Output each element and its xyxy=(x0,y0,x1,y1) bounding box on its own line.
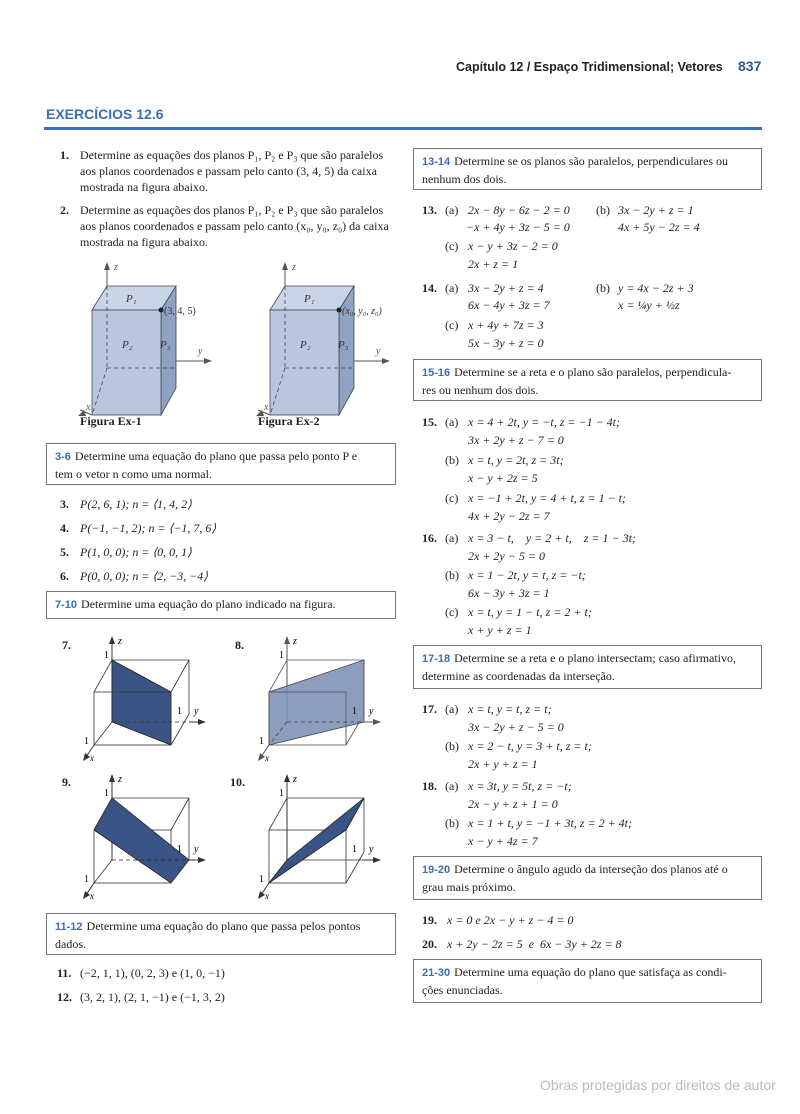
cube-edge xyxy=(171,798,189,830)
exercise-number: 6. xyxy=(60,569,69,583)
figure-8-cube xyxy=(255,632,385,762)
shaded-plane xyxy=(269,660,364,745)
one-label-z: 1 xyxy=(279,788,284,799)
instruction-text: Determine se os planos são paralelos, perpendiculares ou xyxy=(454,154,729,168)
y-arrow-icon xyxy=(198,719,206,725)
equation: x = 1 + t, y = −1 + 3t, z = 2 + 4t; xyxy=(468,816,633,830)
part-label: (c) xyxy=(445,239,459,253)
x-label: x xyxy=(90,753,94,762)
one-label-z: 1 xyxy=(279,650,284,661)
z-arrow-icon xyxy=(284,774,290,782)
corner-point xyxy=(337,308,342,313)
cube-edge xyxy=(346,852,364,883)
exercise-number: 18. xyxy=(422,779,437,793)
y-label: y xyxy=(369,844,374,855)
equation: x + 4y + 7z = 3 xyxy=(468,318,544,332)
part-label: (a) xyxy=(445,779,459,793)
shaded-plane xyxy=(112,660,171,745)
one-label-z: 1 xyxy=(104,788,109,799)
cube-edge xyxy=(94,722,112,745)
instruction-text: determine as coordenadas da interseção. xyxy=(422,669,615,683)
exercise-number: 5. xyxy=(60,545,69,559)
p3-label: P₃ xyxy=(338,339,349,351)
instruction-box-19-20 xyxy=(413,856,762,900)
z-label: z xyxy=(118,636,122,647)
z-label: z xyxy=(293,636,297,647)
equation: 2x − 8y − 6z − 2 = 0 xyxy=(468,203,570,217)
instruction-box-13-14 xyxy=(413,148,762,190)
part-label: (b) xyxy=(445,568,459,582)
shaded-plane xyxy=(94,798,189,883)
p3-label: P₃ xyxy=(160,339,171,351)
figure-caption-ex1: Figura Ex-1 xyxy=(80,414,142,428)
z-label: z xyxy=(293,774,297,785)
equation: 2x + y + z = 1 xyxy=(468,757,538,771)
p1-label: P₁ xyxy=(126,293,137,305)
y-arrow-icon xyxy=(373,857,381,863)
exercise-19-text: x = 0 e 2x − y + z − 4 = 0 xyxy=(447,913,574,927)
instruction-text: Determine uma equação do plano que satisfaça as condi- xyxy=(454,965,727,979)
one-label-x: 1 xyxy=(84,736,89,747)
equation: 3x + 2y + z − 7 = 0 xyxy=(468,433,564,447)
y-arrow-icon xyxy=(198,857,206,863)
cube-edge xyxy=(171,660,189,692)
equation: x = 3t, y = 5t, z = −t; xyxy=(468,779,572,793)
range-label: 17-18 xyxy=(422,653,451,665)
one-label-x: 1 xyxy=(259,874,264,885)
z-arrow-icon xyxy=(109,636,115,644)
equation: x = t, y = 2t, z = 3t; xyxy=(468,453,564,467)
p2-label: P₂ xyxy=(122,339,133,351)
front-face-p2 xyxy=(92,310,161,415)
exercise-number: 17. xyxy=(422,702,437,716)
exercise-number: 15. xyxy=(422,415,437,429)
x-label: x xyxy=(265,753,269,762)
figure-number: 10. xyxy=(230,775,245,789)
instruction-text: Determine uma equação do plano indicado na figura. xyxy=(81,597,336,611)
instruction-text: grau mais próximo. xyxy=(422,880,516,894)
equation: 2x + z = 1 xyxy=(468,257,519,271)
corner-label: (3, 4, 5) xyxy=(164,306,196,317)
corner-label: (x₀, y₀, z₀) xyxy=(342,306,382,317)
exercise-number: 20. xyxy=(422,937,437,951)
equation: x = 1 − 2t, y = t, z = −t; xyxy=(468,568,586,582)
instruction-text: tem o vetor n como uma normal. xyxy=(55,467,212,481)
exercise-number: 14. xyxy=(422,281,437,295)
exercise-12-text: (3, 2, 1), (2, 1, −1) e (−1, 3, 2) xyxy=(80,990,225,1004)
exercise-number: 4. xyxy=(60,521,69,535)
instruction-text: res ou nenhum dos dois. xyxy=(422,383,539,397)
instruction-text: ções enunciadas. xyxy=(422,983,503,997)
equation: x − y + 3z − 2 = 0 xyxy=(468,239,558,253)
exercise-number: 16. xyxy=(422,531,437,545)
range-label: 11-12 xyxy=(55,921,83,933)
y-arrow-icon xyxy=(382,358,390,364)
instruction-text: Determine uma equação do plano que passa pelo ponto P e xyxy=(74,449,358,463)
one-label-x: 1 xyxy=(259,736,264,747)
instruction-text: Determine uma equação do plano que passa pelos pontos xyxy=(86,919,361,933)
equation: x = 2 − t, y = 3 + t, z = t; xyxy=(468,739,592,753)
instruction-text: Determine se a reta e o plano intersectam; caso afirmativo, xyxy=(454,651,737,665)
equation: 4x + 2y − 2z = 7 xyxy=(468,509,550,523)
y-label: y xyxy=(198,346,203,357)
figure-ex1 xyxy=(70,258,240,418)
z-label: z xyxy=(292,262,296,273)
exercise-text: aos planos coordenados e passam pelo canto (3, 4, 5) da caixa xyxy=(80,164,377,178)
y-label: y xyxy=(376,346,381,357)
p2-label: P₂ xyxy=(300,339,311,351)
chapter-title: Capítulo 12 / Espaço Tridimensional; Vetores xyxy=(456,60,723,74)
instruction-text: Determine se a reta e o plano são paralelos, perpendicula- xyxy=(454,365,732,379)
part-label: (b) xyxy=(445,816,459,830)
range-label: 7-10 xyxy=(55,599,78,611)
shaded-plane xyxy=(269,798,364,883)
z-arrow-icon xyxy=(282,262,288,270)
cube-edge xyxy=(171,714,189,745)
part-label: (c) xyxy=(445,318,459,332)
part-label: (c) xyxy=(445,605,459,619)
y-label: y xyxy=(194,844,199,855)
one-label-z: 1 xyxy=(104,650,109,661)
equation: x − y + 2z = 5 xyxy=(468,471,538,485)
equation: 2x + 2y − 5 = 0 xyxy=(468,549,545,563)
copyright-watermark: Obras protegidas por direitos de autor xyxy=(540,1077,776,1093)
z-arrow-icon xyxy=(104,262,110,270)
z-label: z xyxy=(114,262,118,273)
figure-caption-ex2: Figura Ex-2 xyxy=(258,414,320,428)
equation: x = t, y = t, z = t; xyxy=(468,702,552,716)
y-label: y xyxy=(194,706,199,717)
y-arrow-icon xyxy=(373,719,381,725)
figure-9-cube xyxy=(80,770,210,900)
exercise-text: Determine as equações dos planos P₁, P₂ e P₃ que são paralelos xyxy=(80,148,384,162)
z-arrow-icon xyxy=(284,636,290,644)
range-label: 21-30 xyxy=(422,967,451,979)
figure-number: 7. xyxy=(62,638,71,652)
exercise-4-text: P(−1, −1, 2); n = ⟨−1, 7, 6⟩ xyxy=(80,521,217,535)
exercise-text: mostrada na figura abaixo. xyxy=(80,235,208,249)
equation: x = t, y = 1 − t, z = 2 + t; xyxy=(468,605,592,619)
one-label-y: 1 xyxy=(177,706,182,717)
figure-7-cube xyxy=(80,632,210,762)
instruction-box-7-10 xyxy=(46,591,396,619)
exercise-text: aos planos coordenados e passam pelo canto (x₀, y₀, z₀) da caixa xyxy=(80,219,389,233)
figure-10-cube xyxy=(255,770,385,900)
equation: x − y + 4z = 7 xyxy=(468,834,538,848)
z-arrow-icon xyxy=(109,774,115,782)
x-arrow-icon xyxy=(258,753,265,761)
figure-ex2 xyxy=(248,258,418,418)
one-label-y: 1 xyxy=(352,844,357,855)
page-number: 837 xyxy=(738,58,762,74)
instruction-box-17-18 xyxy=(413,645,762,689)
equation: x + y + z = 1 xyxy=(468,623,532,637)
cube-edge xyxy=(94,860,112,883)
equation: −x + 4y + 3z − 5 = 0 xyxy=(466,220,570,234)
equation: x = −1 + 2t, y = 4 + t, z = 1 − t; xyxy=(468,491,627,505)
instruction-text: Determine o ângulo agudo da interseção dos planos até o xyxy=(454,862,728,876)
x-label: x xyxy=(264,402,269,413)
x-label: x xyxy=(90,891,94,900)
equation: 4x + 5y − 2z = 4 xyxy=(618,220,700,234)
equation: x = 3 − t, y = 2 + t, z = 1 − 3t; xyxy=(468,531,636,545)
equation: y = 4x − 2z + 3 xyxy=(618,281,694,295)
z-label: z xyxy=(118,774,122,785)
exercise-5-text: P(1, 0, 0); n = ⟨0, 0, 1⟩ xyxy=(80,545,192,559)
equation: 5x − 3y + z = 0 xyxy=(468,336,544,350)
instruction-box-11-12 xyxy=(46,913,396,955)
range-label: 19-20 xyxy=(422,864,451,876)
part-label: (b) xyxy=(445,453,459,467)
part-label: (b) xyxy=(445,739,459,753)
exercise-text: Determine as equações dos planos P₁, P₂ e P₃ que são paralelos xyxy=(80,203,384,217)
instruction-box-21-30 xyxy=(413,959,762,1003)
figure-number: 9. xyxy=(62,775,71,789)
section-rule xyxy=(44,127,762,130)
figure-number: 8. xyxy=(235,638,244,652)
exercise-number: 1. xyxy=(60,148,69,162)
one-label-y: 1 xyxy=(177,844,182,855)
part-label: (a) xyxy=(445,281,459,295)
exercise-3-text: P(2, 6, 1); n = ⟨1, 4, 2⟩ xyxy=(80,497,192,511)
front-face-p2 xyxy=(270,310,339,415)
y-arrow-icon xyxy=(204,358,212,364)
instruction-box-15-16 xyxy=(413,359,762,401)
equation: 3x − 2y + z = 4 xyxy=(468,281,544,295)
exercise-number: 11. xyxy=(57,966,72,980)
part-label: (a) xyxy=(445,203,459,217)
instruction-text: dados. xyxy=(55,937,86,951)
instruction-text: nenhum dos dois. xyxy=(422,172,507,186)
equation: x = ¼y + ½z xyxy=(618,298,680,312)
part-label: (b) xyxy=(596,281,610,295)
part-label: (a) xyxy=(445,702,459,716)
exercise-number: 12. xyxy=(57,990,72,1004)
one-label-y: 1 xyxy=(352,706,357,717)
y-label: y xyxy=(369,706,374,717)
p1-label: P₁ xyxy=(304,293,315,305)
equation: 6x − 3y + 3z = 1 xyxy=(468,586,550,600)
exercise-text: mostrada na figura abaixo. xyxy=(80,180,208,194)
equation: x = 4 + 2t, y = −t, z = −1 − 4t; xyxy=(468,415,621,429)
x-arrow-icon xyxy=(83,753,90,761)
instruction-box-3-6 xyxy=(46,443,396,485)
range-label: 15-16 xyxy=(422,367,451,379)
part-label: (a) xyxy=(445,415,459,429)
part-label: (a) xyxy=(445,531,459,545)
x-label: x xyxy=(86,402,91,413)
range-label: 3-6 xyxy=(55,451,71,463)
exercise-number: 19. xyxy=(422,913,437,927)
equation: 2x − y + z + 1 = 0 xyxy=(468,797,558,811)
range-label: 13-14 xyxy=(422,156,451,168)
equation: 3x − 2y + z = 1 xyxy=(618,203,694,217)
x-arrow-icon xyxy=(83,891,90,899)
corner-point xyxy=(159,308,164,313)
x-label: x xyxy=(265,891,269,900)
exercise-6-text: P(0, 0, 0); n = ⟨2, −3, −4⟩ xyxy=(80,569,208,583)
equation: 6x − 4y + 3z = 7 xyxy=(468,298,550,312)
exercise-11-text: (−2, 1, 1), (0, 2, 3) e (1, 0, −1) xyxy=(80,966,225,980)
exercise-number: 3. xyxy=(60,497,69,511)
one-label-x: 1 xyxy=(84,874,89,885)
exercise-number: 2. xyxy=(60,203,69,217)
exercise-number: 13. xyxy=(422,203,437,217)
equation: 3x − 2y + z − 5 = 0 xyxy=(468,720,564,734)
section-title: EXERCÍCIOS 12.6 xyxy=(46,106,164,122)
part-label: (c) xyxy=(445,491,459,505)
exercise-20-text: x + 2y − 2z = 5 e 6x − 3y + 2z = 8 xyxy=(447,937,622,951)
part-label: (b) xyxy=(596,203,610,217)
x-arrow-icon xyxy=(258,891,265,899)
